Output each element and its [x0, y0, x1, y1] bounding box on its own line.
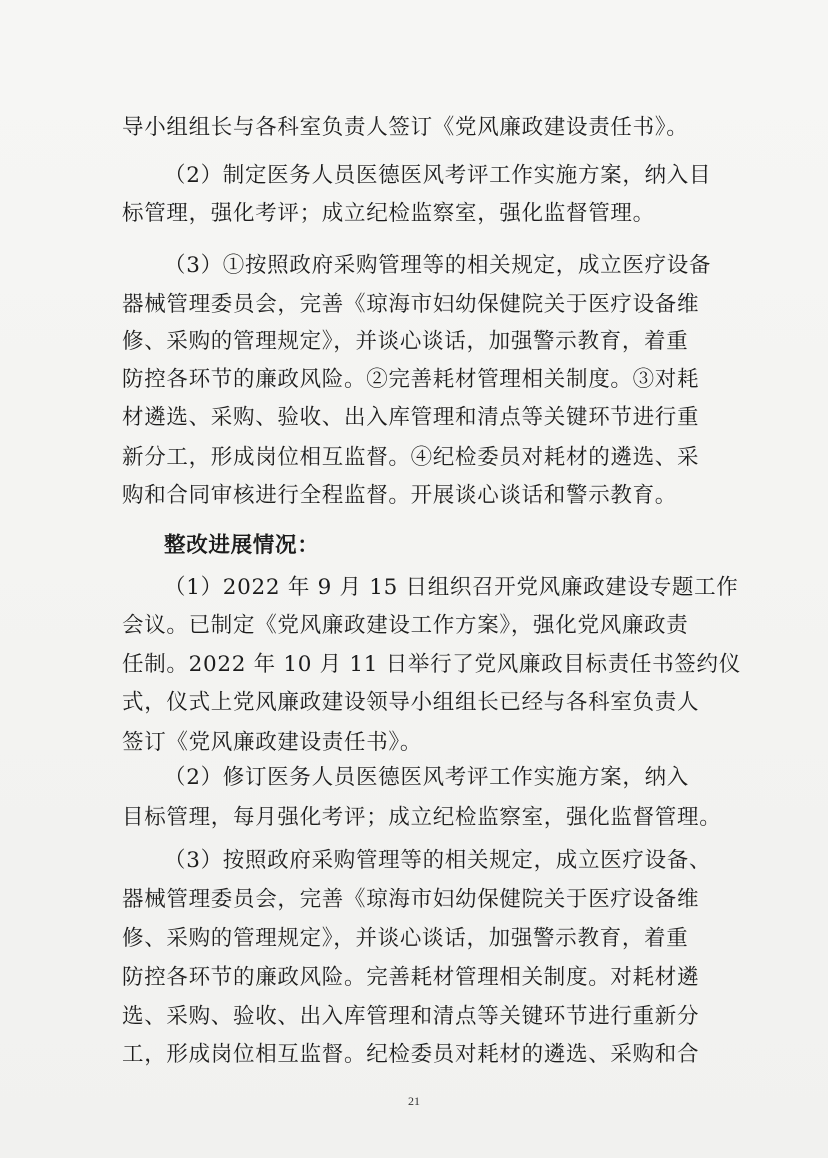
text-line: 材遴选、采购、验收、出入库管理和清点等关键环节进行重: [122, 405, 700, 430]
text-line: 会议。已制定《党风廉政建设工作方案》，强化党风廉政责: [122, 613, 689, 638]
text-line: 任制。2022 年 10 月 11 日举行了党风廉政目标责任书签约仪: [122, 652, 741, 677]
text-line: 选、采购、验收、出入库管理和清点等关键环节进行重新分: [122, 1004, 700, 1029]
text-line: 防控各环节的廉政风险。②完善耗材管理相关制度。③对耗: [122, 367, 700, 392]
text-line: （1）2022 年 9 月 15 日组织召开党风廉政建设专题工作: [164, 575, 739, 600]
text-line: 新分工，形成岗位相互监督。④纪检委员对耗材的遴选、采: [122, 445, 700, 470]
section-heading: 整改进展情况：: [164, 533, 320, 558]
text-line: （2）制定医务人员医德医风考评工作实施方案，纳入目: [164, 163, 712, 188]
text-line: （2）修订医务人员医德医风考评工作实施方案，纳入: [164, 765, 689, 790]
text-line: 修、采购的管理规定》，并谈心谈话，加强警示教育，着重: [122, 329, 689, 354]
text-line: 防控各环节的廉政风险。完善耗材管理相关制度。对耗材遴: [122, 965, 700, 990]
text-line: （3）按照政府采购管理等的相关规定，成立医疗设备、: [164, 848, 712, 873]
text-line: 器械管理委员会，完善《琼海市妇幼保健院关于医疗设备维: [122, 887, 700, 912]
text-line: 目标管理，每月强化考评；成立纪检监察室，强化监督管理。: [122, 805, 722, 830]
text-line: 修、采购的管理规定》，并谈心谈话，加强警示教育，着重: [122, 926, 689, 951]
text-line: 标管理，强化考评；成立纪检监察室，强化监督管理。: [122, 201, 655, 226]
text-line: 签订《党风廉政建设责任书》。: [122, 730, 423, 755]
text-line: 导小组组长与各科室负责人签订《党风廉政建设责任书》。: [122, 115, 689, 140]
text-line: 器械管理委员会，完善《琼海市妇幼保健院关于医疗设备维: [122, 292, 700, 317]
text-line: 式，仪式上党风廉政建设领导小组组长已经与各科室负责人: [122, 690, 700, 715]
page-number: 21: [408, 1094, 420, 1108]
text-line: 工，形成岗位相互监督。纪检委员对耗材的遴选、采购和合: [122, 1042, 700, 1067]
text-line: 购和合同审核进行全程监督。开展谈心谈话和警示教育。: [122, 483, 678, 508]
text-line: （3）①按照政府采购管理等的相关规定，成立医疗设备: [164, 253, 712, 278]
